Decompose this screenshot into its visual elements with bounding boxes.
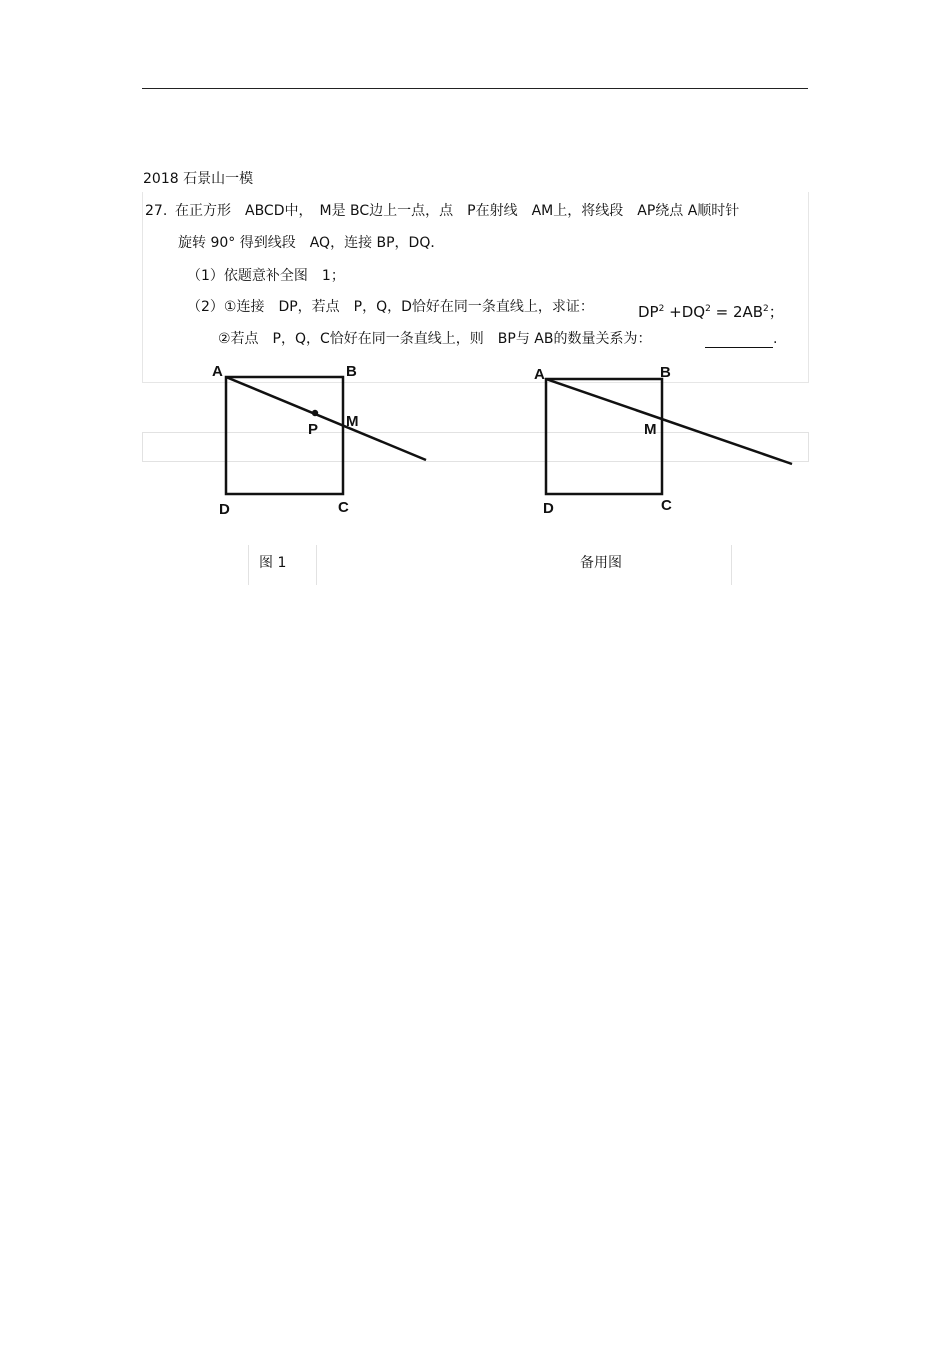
problem-text-line1: 在正方形 ABCD中， M是 BC边上一点，点 P在射线 AM上，将线段 AP绕点 A顺时针 [175, 203, 740, 219]
part1-text: （1）依题意补全图 1； [187, 268, 345, 284]
label-d: D [543, 500, 554, 517]
proof-formula: $DP^2 +DQ^2 = 2AB^2$； [638, 303, 784, 321]
caption-divider [731, 545, 732, 585]
label-b: B [660, 364, 671, 381]
problem-number: 27. [145, 203, 168, 219]
figure-1-caption: 图 1 [259, 555, 287, 571]
label-m: M [644, 421, 657, 438]
part2a-text: （2）①连接 DP，若点 P，Q，D恰好在同一条直线上，求证： [187, 299, 594, 315]
figure-spare [520, 355, 800, 525]
ray-am [226, 377, 426, 460]
part2b-text: ②若点 P，Q，C恰好在同一条直线上，则 BP与 AB的数量关系为： [218, 331, 652, 347]
point-p [312, 410, 318, 416]
label-m: M [346, 413, 359, 430]
label-a: A [212, 363, 223, 380]
problem-text-line2: 旋转 90° 得到线段 AQ，连接 BP，DQ． [178, 235, 445, 251]
blank-line [705, 333, 773, 348]
caption-divider [316, 545, 317, 585]
square-abcd [226, 377, 343, 494]
header-rule [142, 88, 808, 89]
source-label: 2018 石景山一模 [143, 171, 254, 187]
caption-divider [248, 545, 249, 585]
answer-blank: . [705, 330, 777, 348]
figure-spare-caption: 备用图 [580, 555, 622, 571]
label-c: C [338, 499, 349, 516]
figure-1 [200, 355, 440, 525]
label-p: P [308, 421, 319, 438]
label-a: A [534, 366, 545, 383]
label-b: B [346, 363, 357, 380]
label-d: D [219, 501, 230, 518]
ray-am [546, 379, 792, 464]
label-c: C [661, 497, 672, 514]
